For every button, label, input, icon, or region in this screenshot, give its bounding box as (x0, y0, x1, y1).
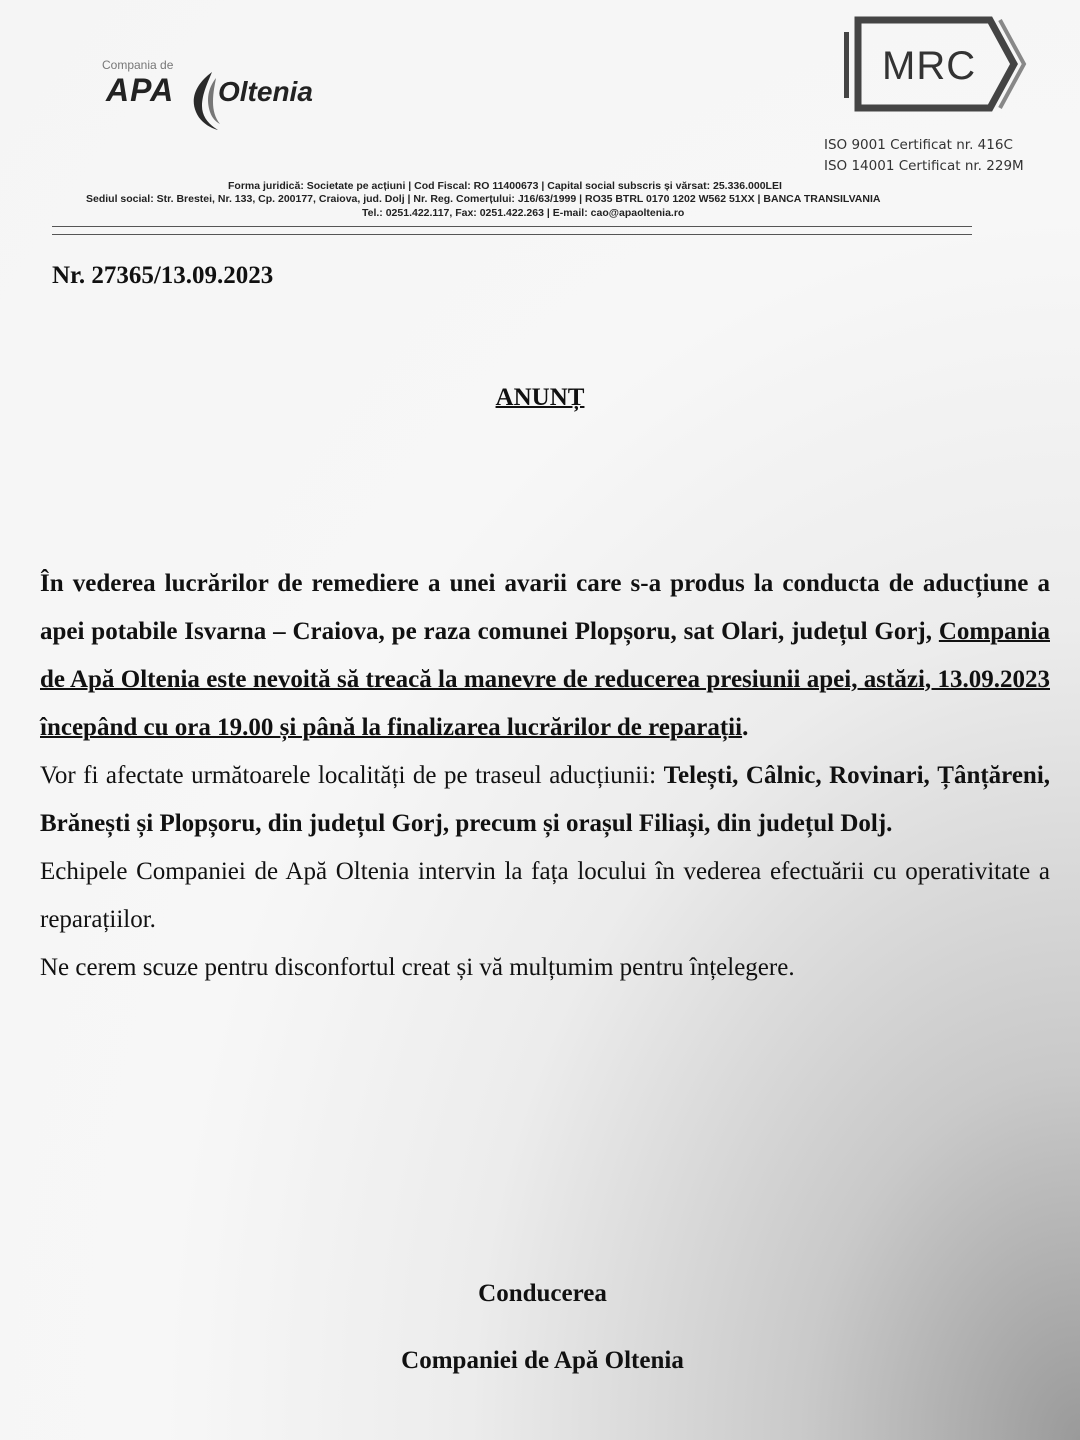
mrc-certification-logo (838, 14, 1028, 114)
legal-line-3: Tel.: 0251.422.117, Fax: 0251.422.263 | E-mail: cao@apaoltenia.ro (362, 207, 685, 219)
logo-subtitle: Compania de (102, 58, 174, 72)
paragraph-4: Ne cerem scuze pentru disconfortul creat și vă mulțumim pentru înțelegere. (40, 954, 795, 981)
water-drop-icon (182, 70, 222, 132)
logo-oltenia: Oltenia (218, 76, 313, 107)
header-divider (52, 226, 972, 227)
header-divider-2 (52, 234, 972, 235)
company-logo (100, 58, 370, 128)
paragraph-1-underlined: Compania de Apă Oltenia este nevoită să treacă la manevre de reducerea presiunii apei, astăzi, 13.09.2023 începând cu ora 19.00 și până la finalizarea lucrărilor de reparații (40, 618, 1050, 741)
paragraph-1 (40, 560, 1050, 752)
legal-line-1: Forma juridică: Societate pe acțiuni | Cod Fiscal: RO 11400673 | Capital social subscris și vărsat: 25.336.000LEI (228, 180, 782, 192)
signature-line-1: Conducerea (478, 1280, 607, 1307)
mrc-text: MRC (882, 44, 977, 88)
registration-number: Nr. 27365/13.09.2023 (52, 262, 274, 289)
logo-apa: APA (106, 72, 175, 108)
paragraph-2-localities: Telești, Câlnic, Rovinari, Țânțăreni, Brănești și Plopșoru, din județul Gorj, precum și orașul Filiași, din județul Dolj. (40, 762, 1051, 837)
signature-line-2: Companiei de Apă Oltenia (401, 1347, 684, 1374)
iso-9001-certificate: ISO 9001 Certificat nr. 416C (824, 137, 1013, 153)
paragraph-3: Echipele Companiei de Apă Oltenia intervin la fața locului în vederea efectuării cu operativitate a reparațiilor. (40, 858, 1050, 933)
iso-14001-certificate: ISO 14001 Certificat nr. 229M (824, 158, 1024, 174)
document-body (40, 560, 1050, 992)
paragraph-2 (40, 752, 1050, 848)
paragraph-1-end: . (742, 714, 749, 741)
document-title (0, 384, 1080, 412)
paragraph-1-intro: În vederea lucrărilor de remediere a unei avarii care s-a produs la conducta de aducțiune a apei potabile Isvarna – Craiova, pe raza comunei Plopșoru, sat Olari, județul Gorj, (40, 570, 1050, 645)
legal-line-2: Sediul social: Str. Brestei, Nr. 133, Cp. 200177, Craiova, jud. Dolj | Nr. Reg. Comerțului: J16/63/1999 | RO35 BTRL 0170 1202 W562 51XX | BANCA TRANSILVANIA (86, 193, 881, 205)
document-title-text: ANUNȚ (495, 384, 585, 411)
paragraph-2-intro: Vor fi afectate următoarele localități de pe traseul aducțiunii: (40, 762, 657, 789)
